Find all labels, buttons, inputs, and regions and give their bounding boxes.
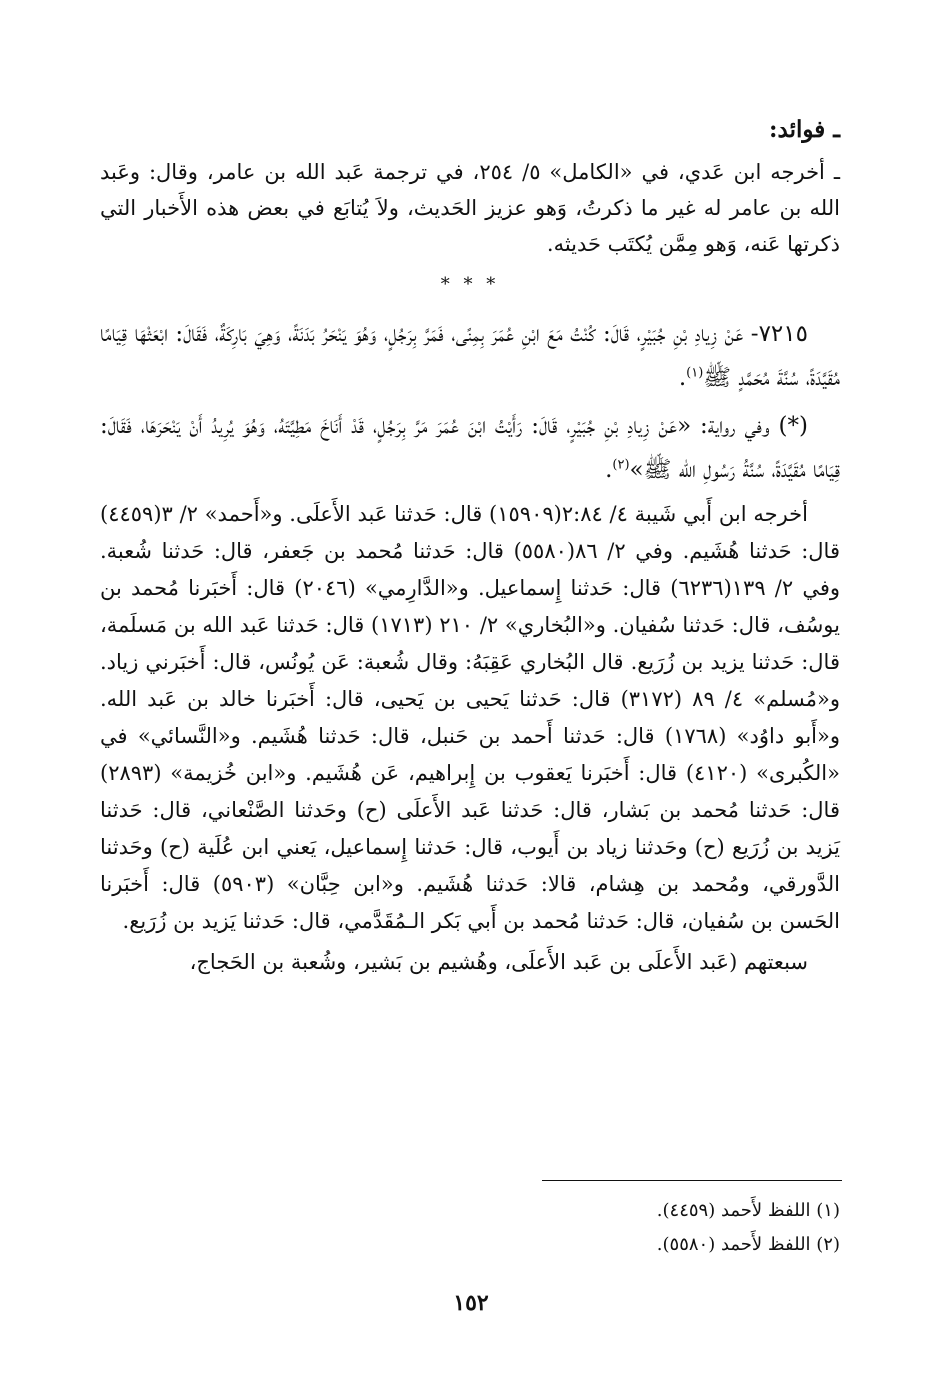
section-heading: ـ فوائد: xyxy=(769,116,840,143)
footnote-2: (٢) اللفظ لأَحمد (٥٥٨٠). xyxy=(656,1234,840,1255)
sources-paragraph: أخرجه ابن أَبي شَيبة ٤/ ٢:٨٤(١٥٩٠٩) قال: حَدثنا عَبد الأَعلَى. و«أَحمد» ٢/ ٣(٤٤٥٩) قال: حَدثنا هُشَيم. وفي ٢/ ٨٦(٥٥٨٠) قال: حَدثنا مُحمد بن جَعفر، قال: حَدثنا شُعبة. وفي ٢/ ١٣٩(٦٢٣٦) قال: حَدثنا إِسماعيل. و«الدَّارِمي» (٢٠٤٦) قال: أَخبَرنا مُحمد بن يوسُف، قال: حَدثنا سُفيان. و«البُخاري» ٢/ ٢١٠ (١٧١٣) قال: حَدثنا عَبد الله بن مَسلَمة، قال: حَدثنا يزيد بن زُرَيع. قال البُخاري عَقِبَهُ: وقال شُعبة: عَن يُونُس، قال: أَخبَرني زياد. و«مُسلم» ٤/ ٨٩ (٣١٧٢) قال: حَدثنا يَحيى بن يَحيى، قال: أَخبَرنا خالد بن عَبد الله. و«أَبو داوُد» (١٧٦٨) قال: حَدثنا أَحمد بن حَنبل، قال: حَدثنا هُشَيم. و«النَّسائي» في «الكُبرى» (٤١٢٠) قال: أَخبَرنا يَعقوب بن إِبراهيم، عَن هُشَيم. و«ابن خُزيمة» (٢٨٩٣) قال: حَدثنا مُحمد بن بَشار، قال: حَدثنا عَبد الأَعلَى (ح) وحَدثنا الصَّنْعاني، قال: حَدثنا يَزيد بن زُرَيع (ح) وحَدثنا زياد بن أَيوب، قال: حَدثنا إِسماعيل، يَعني ابن عُلَية (ح) وحَدثنا الدَّورقي، ومُحمد بن هِشام، قالا: حَدثنا هُشَيم. و«ابن حِبَّان» (٥٩٠٣) قال: أَخبَرنا الحَسن بن سُفيان، قال: حَدثنا مُحمد بن أَبي بَكر الـمُقَدَّمي، قال: حَدثنا يَزيد بن زُرَيع. xyxy=(100,502,840,933)
section-separator: * * * xyxy=(440,274,500,295)
narration-body: (*) وفي رواية: «عَنْ زِيادِ بْنِ جُبَيْرٍ، قَالَ: رَأَيْتُ ابْنَ عُمَرَ مَرَّ بِرَجُلٍ، قَدْ أَنَاخَ مَطِيَّتَهُ، وَهُوَ يُرِيدُ أَنْ يَنْحَرَهَا، فَقَالَ: قِيَامًا مُقَيَّدَةً، سُنَّةُ رَسُولِ الله ﷺ» xyxy=(100,413,840,483)
footnote-ref-2[interactable]: (٢) xyxy=(612,457,630,473)
narration-end: . xyxy=(605,457,613,483)
continuation-paragraph: سبعتهم (عَبد الأَعلَى بن عَبد الأَعلَى، وهُشيم بن بَشير، وشُعبة بن الحَجاج، xyxy=(189,950,808,974)
page-body xyxy=(100,110,840,985)
hadith-body: ٧٢١٥- عَنْ زِيادِ بْنِ جُبَيْرٍ، قَالَ: كُنْتُ مَعَ ابْنِ عُمَرَ بِمِنًى، فَمَرَّ بِرَجُلٍ، وَهُوَ يَنْحَرُ بَدَنَةً، وَهِيَ بَارِكَةٌ، فَقَالَ: ابْعَثْهَا قِيَامًا مُقَيَّدَةً، سُنَّةَ مُحَمَّدٍ ﷺ xyxy=(100,321,840,391)
hadith-end: . xyxy=(678,365,687,391)
hadith-text xyxy=(100,312,840,400)
benefit-paragraph: ـ أخرجه ابن عَدي، في «الكامل» ٥/ ٢٥٤، في ترجمة عَبد الله بن عامر، وقال: وعَبد الله بن عامر له غير ما ذكرتُ، وَهو عزيز الحَديث، ولاَ يُتابَع في بعض هذه الأَخبار التي ذكرتها عَنه، وَهو مِمَّن يُكتَب حَديثه. xyxy=(100,160,840,256)
footnotes xyxy=(100,1194,840,1262)
footnote-ref-1[interactable]: (١) xyxy=(686,365,704,381)
footnote-divider xyxy=(542,1180,842,1181)
page-number: ١٥٢ xyxy=(453,1290,489,1316)
footnote-1: (١) اللفظ لأَحمد (٤٤٥٩). xyxy=(656,1200,840,1221)
narration-variant xyxy=(100,404,840,492)
